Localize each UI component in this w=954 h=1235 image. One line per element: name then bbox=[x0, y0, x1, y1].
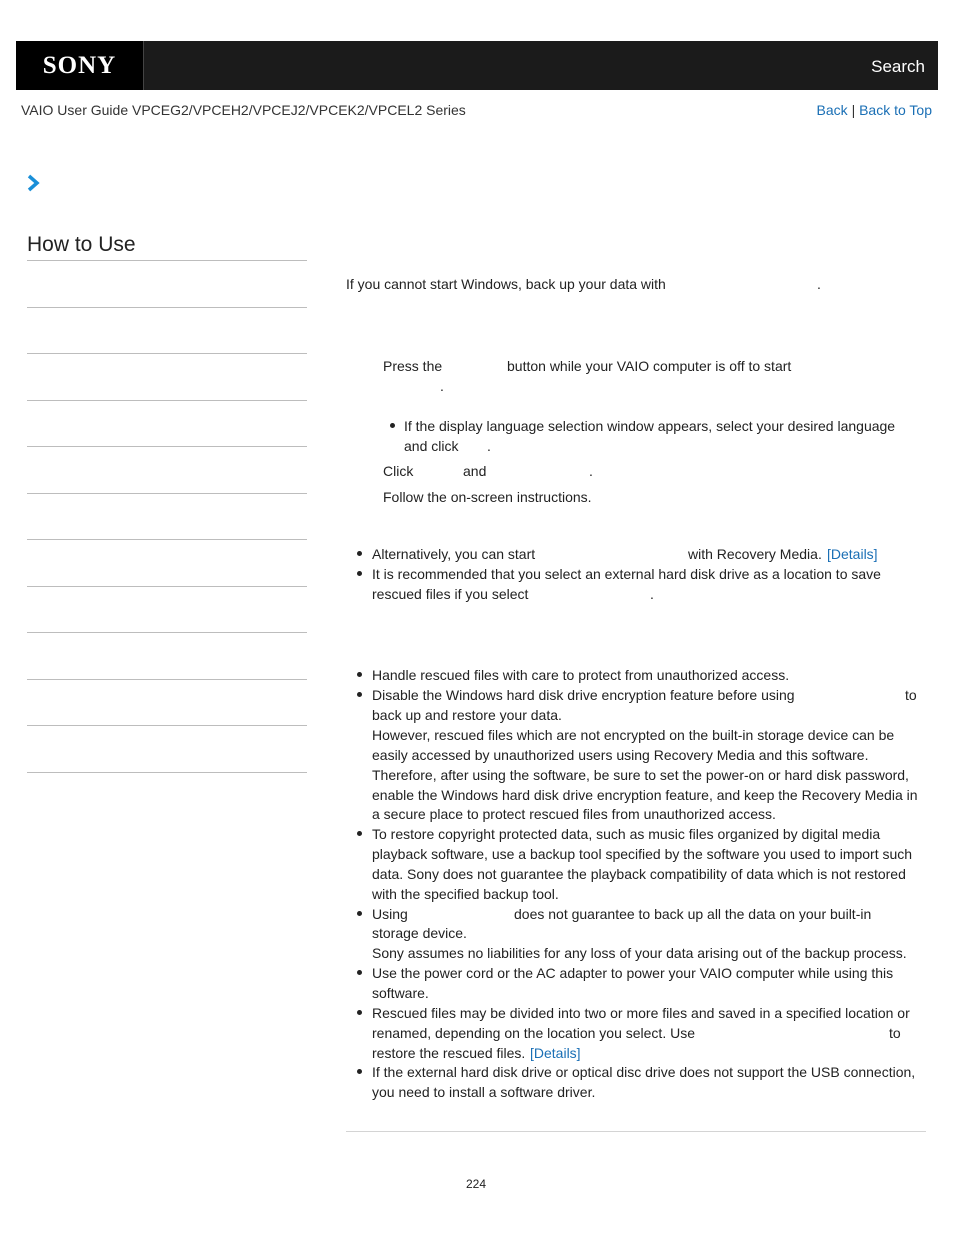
hint2-period: . bbox=[650, 586, 654, 602]
page-number: 224 bbox=[466, 1177, 487, 1191]
sidebar-item[interactable] bbox=[27, 679, 307, 726]
note-line: Use the power cord or the AC adapter to power your VAIO computer while using this bbox=[372, 965, 894, 981]
bullet bbox=[357, 911, 362, 916]
bullet bbox=[357, 692, 362, 697]
sidebar-item[interactable] bbox=[27, 446, 307, 493]
note-line: Rescued files may be divided into two or more files and saved in a specified location or bbox=[372, 1005, 910, 1021]
note-line: Disable the Windows hard disk drive encryption feature before using bbox=[372, 687, 795, 703]
details-link[interactable]: [Details] bbox=[827, 546, 878, 562]
sidebar-item[interactable] bbox=[27, 260, 307, 307]
nav-separator: | bbox=[851, 102, 856, 118]
note-line: you need to install a software driver. bbox=[372, 1084, 596, 1100]
search-link[interactable]: Search bbox=[871, 57, 925, 76]
step2-and: and bbox=[463, 463, 487, 479]
note-line: with the specified backup tool. bbox=[372, 886, 559, 902]
intro-period: . bbox=[817, 276, 821, 292]
intro-text: If you cannot start Windows, back up your data with bbox=[346, 276, 666, 292]
chevron-right-icon bbox=[26, 174, 42, 192]
note-line: storage device. bbox=[372, 925, 467, 941]
bullet bbox=[357, 571, 362, 576]
note-line: Sony assumes no liabilities for any loss of your data arising out of the backup process. bbox=[372, 945, 907, 961]
details-link[interactable]: [Details] bbox=[530, 1045, 581, 1061]
back-to-top-link[interactable]: Back to Top bbox=[859, 102, 932, 118]
step2-text: Click bbox=[383, 463, 414, 479]
bullet bbox=[357, 672, 362, 677]
sidebar-item[interactable] bbox=[27, 586, 307, 633]
sidebar-item[interactable] bbox=[27, 539, 307, 586]
hint2-text: It is recommended that you select an external hard disk drive as a location to save bbox=[372, 566, 881, 582]
note-line: Using bbox=[372, 906, 408, 922]
note-line: Handle rescued files with care to protect from unauthorized access. bbox=[372, 667, 790, 683]
sidebar-item[interactable] bbox=[27, 307, 307, 354]
note-line: restore the rescued files. bbox=[372, 1045, 526, 1061]
note-line: to bbox=[905, 687, 917, 703]
bullet bbox=[390, 423, 395, 428]
note-line: To restore copyright protected data, such as music files organized by digital media bbox=[372, 826, 881, 842]
sidebar-item[interactable] bbox=[27, 400, 307, 447]
step1-period: . bbox=[440, 378, 444, 394]
back-link[interactable]: Back bbox=[816, 102, 848, 118]
step1-text-2: button while your VAIO computer is off to start bbox=[507, 358, 792, 374]
sidebar-item[interactable] bbox=[27, 493, 307, 540]
bullet bbox=[357, 551, 362, 556]
footer-divider bbox=[346, 1131, 926, 1132]
bullet bbox=[357, 1010, 362, 1015]
step1-text: Press the bbox=[383, 358, 443, 374]
nav-links bbox=[817, 102, 932, 118]
note-line: back up and restore your data. bbox=[372, 707, 562, 723]
note-line: a secure place to protect rescued files from unauthorized access. bbox=[372, 806, 776, 822]
note-line: does not guarantee to back up all the data on your built-in bbox=[514, 906, 872, 922]
sidebar-title: How to Use bbox=[27, 233, 136, 256]
step1-note-2: and click bbox=[404, 438, 459, 454]
step2-period: . bbox=[589, 463, 593, 479]
note-line: However, rescued files which are not encrypted on the built-in storage device can be bbox=[372, 727, 895, 743]
note-line: to bbox=[889, 1025, 901, 1041]
note-line: software. bbox=[372, 985, 429, 1001]
sony-logo[interactable] bbox=[16, 41, 144, 90]
bullet bbox=[357, 831, 362, 836]
note-line: playback software, use a backup tool specified by the software you used to import such bbox=[372, 846, 913, 862]
hint1-text-2: with Recovery Media. bbox=[688, 546, 822, 562]
top-bar bbox=[16, 41, 938, 90]
hint2-text-2: rescued files if you select bbox=[372, 586, 529, 602]
note-line: easily accessed by unauthorized users using Recovery Media and this software. bbox=[372, 747, 869, 763]
guide-title: VAIO User Guide VPCEG2/VPCEH2/VPCEJ2/VPCEK2/VPCEL2 Series bbox=[21, 102, 466, 118]
note-line: enable the Windows hard disk drive encryption feature, and keep the Recovery Media in bbox=[372, 787, 918, 803]
step1-note: If the display language selection window appears, select your desired language bbox=[404, 418, 896, 434]
step1-note-period: . bbox=[487, 438, 491, 454]
sidebar-end-divider bbox=[27, 772, 307, 773]
bullet bbox=[357, 1069, 362, 1074]
sidebar-item[interactable] bbox=[27, 632, 307, 679]
sidebar-item[interactable] bbox=[27, 725, 307, 772]
step3-text: Follow the on-screen instructions. bbox=[383, 489, 592, 505]
bullet bbox=[357, 970, 362, 975]
sidebar-list bbox=[27, 260, 307, 773]
note-line: data. Sony does not guarantee the playback compatibility of data which is not restored bbox=[372, 866, 906, 882]
note-line: renamed, depending on the location you select. Use bbox=[372, 1025, 695, 1041]
note-line: Therefore, after using the software, be sure to set the power-on or hard disk password, bbox=[372, 767, 909, 783]
note-line: If the external hard disk drive or optical disc drive does not support the USB connection, bbox=[372, 1064, 916, 1080]
sidebar-item[interactable] bbox=[27, 353, 307, 400]
logo-text: SONY bbox=[42, 51, 117, 79]
hint1-text: Alternatively, you can start bbox=[372, 546, 536, 562]
